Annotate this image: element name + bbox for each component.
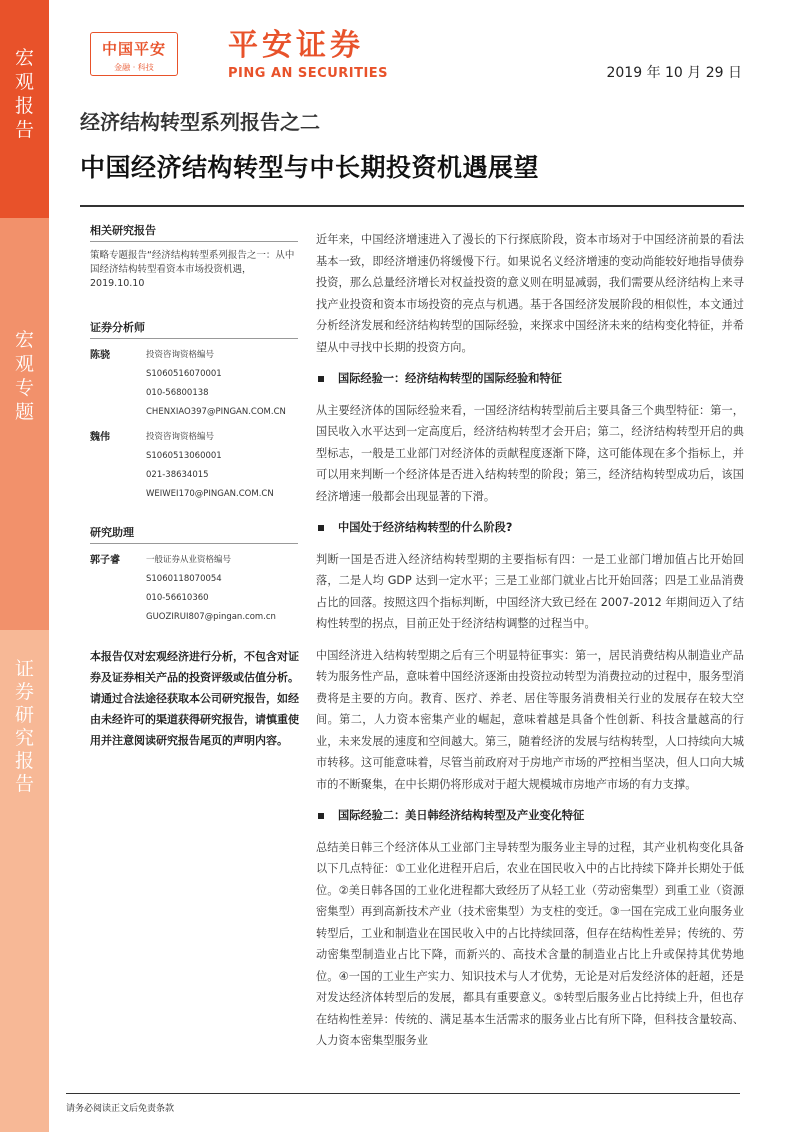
- logo-text: 中国平安: [101, 40, 166, 58]
- analyst-phone: 010-56800138: [146, 388, 209, 398]
- bullet-square-icon: [318, 376, 324, 382]
- sidebar-label-securities-research: 证券研究报告: [14, 658, 34, 795]
- assistant-name: 郭子睿: [90, 555, 120, 566]
- footer-note: 请务必阅读正文后免责条款: [66, 1104, 175, 1114]
- analyst-info: [146, 346, 286, 422]
- sidebar-band-research: [0, 630, 49, 1132]
- sidebar-label-macro-topic: 宏观专题: [14, 329, 34, 423]
- bullet-square-icon: [318, 813, 324, 819]
- analyst-heading: 证券分析师: [90, 319, 298, 339]
- section-heading-text: 中国处于经济结构转型的什么阶段?: [338, 521, 513, 534]
- assistant-cert-number: S1060118070054: [146, 574, 222, 584]
- brand-name-en: PING AN SECURITIES: [228, 66, 389, 81]
- analyst-name: 魏伟: [90, 432, 110, 443]
- logo-tagline: 金融 · 科技: [114, 63, 154, 72]
- disclaimer-block: [90, 646, 300, 751]
- analyst-email[interactable]: CHENXIAO397@PINGAN.COM.CN: [146, 407, 286, 417]
- footer-divider: [66, 1093, 740, 1094]
- intro-paragraph: 近年来，中国经济增速进入了漫长的下行探底阶段，资本市场对于中国经济前景的看法基本一致，即经济增速仍将缓慢下行。如果说名义经济增速的变动尚能较好地指导债券投资，那么总量经济增长对权益投资的意义则在明显减弱，我们需要从经济结构上来寻找产业投资和资本市场投资的亮点与机遇。基于各国经济发展阶段的相似性，本文通过分析经济发展和经济结构转型的国际经验，来探求中国经济未来的结构变化特征，并希望从中寻找中长期的投资方向。: [316, 233, 744, 354]
- section-heading: [316, 517, 744, 539]
- series-subtitle: 经济结构转型系列报告之二: [80, 110, 320, 134]
- assistant-cert-label: 一般证券从业资格编号: [146, 555, 232, 565]
- section-heading: [316, 368, 744, 390]
- assistant-entry: [90, 551, 298, 627]
- section-heading: [316, 805, 744, 827]
- body-paragraph: 从主要经济体的国际经验来看，一国经济结构转型前后主要具备三个典型特征：第一，国民收入水平达到一定高度后，经济结构转型才会开启；第二，经济结构转型开启的典型标志，一般是工业部门对经济体的贡献程度逐渐下降，这可能体现在多个指标上，并可以用来判断一个经济体是否进入结构转型的阶段；第三，经济结构转型成功后，该国经济增速一般都会出现显著的下滑。: [316, 403, 744, 503]
- brand-mark: [228, 30, 388, 81]
- report-title: 中国经济结构转型与中长期投资机遇展望: [80, 153, 540, 182]
- header-divider: [80, 205, 744, 207]
- sidebar-label-macro-report: 宏观报告: [14, 47, 34, 141]
- ping-an-logo: [90, 32, 178, 76]
- disclaimer-scope: 本报告仅对宏观经济进行分析，不包含对证券及证券相关产品的投资评级或估值分析。: [90, 650, 299, 684]
- analyst-info: [146, 428, 274, 504]
- disclaimer-usage: 请通过合法途径获取本公司研究报告，如经由未经许可的渠道获得研究报告，请慎重使用并注意阅读研究报告尾页的声明内容。: [90, 692, 299, 747]
- analyst-cert-label: 投资咨询资格编号: [146, 432, 215, 442]
- section-heading-text: 国际经验一：经济结构转型的国际经验和特征: [338, 372, 562, 385]
- related-report-text: 策略专题报告“经济结构转型系列报告之一：从中国经济结构转型看资本市场投资机遇，2019.10.10: [90, 250, 295, 289]
- body-paragraph: 判断一国是否进入经济结构转型期的主要指标有四：一是工业部门增加值占比开始回落，二是人均 GDP 达到一定水平；三是工业部门就业占比开始回落；四是工业品消费占比的回落。按照这四个指标判断，中国经济大致已经在 2007-2012 年期间迈入了结构性转型的拐点，目前正处于经济结构调整的过程当中。: [316, 552, 744, 630]
- assistant-email[interactable]: GUOZIRUI807@pingan.com.cn: [146, 612, 276, 622]
- analyst-phone: 021-38634015: [146, 470, 209, 480]
- analyst-cert-number: S1060516070001: [146, 369, 222, 379]
- brand-name-cn: 平安证券: [228, 28, 364, 63]
- section-heading-text: 国际经验二：美日韩经济结构转型及产业变化特征: [338, 809, 585, 822]
- body-paragraph: 总结美日韩三个经济体从工业部门主导转型为服务业主导的过程，其产业机构变化具备以下几点特征：①工业化进程开启后，农业在国民收入中的占比持续下降并长期处于低位。②美日韩各国的工业化进程都大致经历了从轻工业（劳动密集型）到重工业（资源密集型）再到高新技术产业（技术密集型）为支柱的变迁。③一国在完成工业向服务业转型后，工业和制造业在国民收入中的占比持续回落，但存在结构性差异；传统的、劳动密集型制造业占比下降，而新兴的、高技术含量的制造业占比上升或保持其优势地位。④一国的工业生产实力、知识技术与人才优势，无论是对后发经济体的赶超，还是对发达经济体转型后的发展，都具有重要意义。⑤转型后服务业占比持续上升，但也存在结构性差异：传统的、满足基本生活需求的服务业占比有所下降，但科技含量较高、人力资本密集型服务业: [316, 840, 744, 1047]
- sidebar-band-report-type: [0, 0, 49, 218]
- assistant-phone: 010-56610360: [146, 593, 209, 603]
- analyst-cert-number: S1060513060001: [146, 451, 222, 461]
- left-info-column: [90, 222, 298, 627]
- sidebar-band-topic: [0, 218, 49, 630]
- analyst-name: 陈骁: [90, 350, 110, 361]
- body-paragraph: 中国经济进入结构转型期之后有三个明显特征事实：第一，居民消费结构从制造业产品转为服务性产品，意味着中国经济逐渐由投资拉动转型为消费拉动的过程中，服务型消费将是主要的方向。教育、医疗、养老、居住等服务消费相关行业的发展存在较大空间。第二，人力资本密集产业的崛起，意味着越是具备个性创新、科技含量越高的行业，未来发展的速度和空间越大。第三，随着经济的发展与结构转型，人口持续向大城市转移。这可能意味着，尽管当前政府对于房地产市场的严控相当坚决，但人口向大城市的不断聚集，在中长期仍将形成对于超大规模城市房地产市场的有力支撑。: [316, 648, 744, 791]
- analyst-entry: [90, 346, 298, 422]
- bullet-square-icon: [318, 525, 324, 531]
- analyst-entry: [90, 428, 298, 504]
- assistant-info: [146, 551, 276, 627]
- analyst-email[interactable]: WEIWEI170@PINGAN.COM.CN: [146, 489, 274, 499]
- assistant-heading: 研究助理: [90, 524, 298, 544]
- analyst-cert-label: 投资咨询资格编号: [146, 350, 215, 360]
- report-date: 2019 年 10 月 29 日: [606, 65, 742, 81]
- report-body: [316, 229, 744, 1052]
- related-reports-heading: 相关研究报告: [90, 222, 298, 242]
